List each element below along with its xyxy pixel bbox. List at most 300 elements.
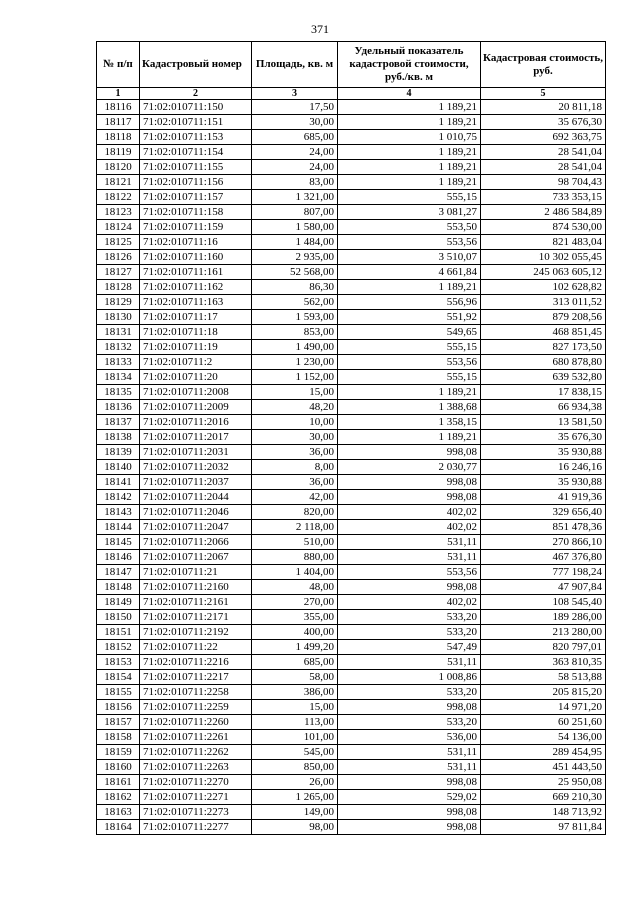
cadastral-number-cell: 71:02:010711:2044	[140, 490, 252, 505]
cadastral-number-cell: 71:02:010711:162	[140, 280, 252, 295]
unit-value-cell: 998,08	[338, 490, 481, 505]
cadastral-number-cell: 71:02:010711:2017	[140, 430, 252, 445]
cadastral-value-cell: 20 811,18	[481, 100, 606, 115]
area-cell: 30,00	[252, 430, 338, 445]
area-cell: 355,00	[252, 610, 338, 625]
area-cell: 17,50	[252, 100, 338, 115]
area-cell: 2 118,00	[252, 520, 338, 535]
unit-value-cell: 533,20	[338, 610, 481, 625]
unit-value-cell: 555,15	[338, 190, 481, 205]
table-row	[97, 685, 606, 700]
unit-value-cell: 531,11	[338, 550, 481, 565]
cadastral-value-table	[96, 41, 606, 835]
row-number-cell: 18118	[97, 130, 140, 145]
table-row	[97, 430, 606, 445]
row-number-cell: 18160	[97, 760, 140, 775]
cadastral-value-cell: 35 676,30	[481, 430, 606, 445]
unit-value-cell: 536,00	[338, 730, 481, 745]
unit-value-cell: 547,49	[338, 640, 481, 655]
cadastral-number-cell: 71:02:010711:2260	[140, 715, 252, 730]
cadastral-value-cell: 47 907,84	[481, 580, 606, 595]
area-cell: 807,00	[252, 205, 338, 220]
row-number-cell: 18132	[97, 340, 140, 355]
row-number-cell: 18152	[97, 640, 140, 655]
cadastral-number-cell: 71:02:010711:159	[140, 220, 252, 235]
cadastral-number-cell: 71:02:010711:2192	[140, 625, 252, 640]
cadastral-number-cell: 71:02:010711:2009	[140, 400, 252, 415]
table-row	[97, 520, 606, 535]
row-number-cell: 18126	[97, 250, 140, 265]
row-number-cell: 18155	[97, 685, 140, 700]
unit-value-cell: 531,11	[338, 745, 481, 760]
table-row	[97, 595, 606, 610]
table-row	[97, 790, 606, 805]
cadastral-value-cell: 28 541,04	[481, 160, 606, 175]
cadastral-value-cell: 98 704,43	[481, 175, 606, 190]
area-cell: 10,00	[252, 415, 338, 430]
cadastral-value-cell: 54 136,00	[481, 730, 606, 745]
area-cell: 510,00	[252, 535, 338, 550]
cadastral-value-cell: 313 011,52	[481, 295, 606, 310]
row-number-cell: 18133	[97, 355, 140, 370]
table-row	[97, 220, 606, 235]
area-cell: 24,00	[252, 160, 338, 175]
unit-value-cell: 553,50	[338, 220, 481, 235]
unit-value-cell: 998,08	[338, 475, 481, 490]
unit-value-cell: 1 189,21	[338, 280, 481, 295]
unit-value-cell: 998,08	[338, 700, 481, 715]
row-number-cell: 18129	[97, 295, 140, 310]
column-number: 3	[252, 88, 338, 100]
cadastral-number-cell: 71:02:010711:2066	[140, 535, 252, 550]
cadastral-number-cell: 71:02:010711:2037	[140, 475, 252, 490]
table-row	[97, 550, 606, 565]
cadastral-value-cell: 41 919,36	[481, 490, 606, 505]
cadastral-value-cell: 451 443,50	[481, 760, 606, 775]
row-number-cell: 18158	[97, 730, 140, 745]
area-cell: 149,00	[252, 805, 338, 820]
table-row	[97, 400, 606, 415]
table-row	[97, 310, 606, 325]
unit-value-cell: 531,11	[338, 535, 481, 550]
area-cell: 1 321,00	[252, 190, 338, 205]
table-row	[97, 175, 606, 190]
cadastral-value-cell: 148 713,92	[481, 805, 606, 820]
cadastral-value-cell: 827 173,50	[481, 340, 606, 355]
row-number-cell: 18123	[97, 205, 140, 220]
cadastral-number-cell: 71:02:010711:2067	[140, 550, 252, 565]
cadastral-value-cell: 245 063 605,12	[481, 265, 606, 280]
cadastral-number-cell: 71:02:010711:155	[140, 160, 252, 175]
unit-value-cell: 533,20	[338, 685, 481, 700]
cadastral-number-cell: 71:02:010711:2217	[140, 670, 252, 685]
row-number-cell: 18164	[97, 820, 140, 835]
cadastral-value-cell: 639 532,80	[481, 370, 606, 385]
unit-value-cell: 998,08	[338, 580, 481, 595]
cadastral-number-cell: 71:02:010711:16	[140, 235, 252, 250]
row-number-cell: 18138	[97, 430, 140, 445]
unit-value-cell: 4 661,84	[338, 265, 481, 280]
table-row	[97, 565, 606, 580]
cadastral-number-cell: 71:02:010711:2270	[140, 775, 252, 790]
unit-value-cell: 549,65	[338, 325, 481, 340]
table-row	[97, 580, 606, 595]
cadastral-number-cell: 71:02:010711:2161	[140, 595, 252, 610]
column-number: 1	[97, 88, 140, 100]
row-number-cell: 18144	[97, 520, 140, 535]
area-cell: 853,00	[252, 325, 338, 340]
table-row	[97, 295, 606, 310]
table-row	[97, 280, 606, 295]
unit-value-cell: 553,56	[338, 355, 481, 370]
area-cell: 880,00	[252, 550, 338, 565]
row-number-cell: 18139	[97, 445, 140, 460]
table-row	[97, 130, 606, 145]
cadastral-value-cell: 205 815,20	[481, 685, 606, 700]
cadastral-value-cell: 289 454,95	[481, 745, 606, 760]
unit-value-cell: 551,92	[338, 310, 481, 325]
column-number: 4	[338, 88, 481, 100]
area-cell: 400,00	[252, 625, 338, 640]
unit-value-cell: 533,20	[338, 715, 481, 730]
table-row	[97, 250, 606, 265]
header-area: Площадь, кв. м	[252, 42, 338, 88]
table-row	[97, 325, 606, 340]
row-number-cell: 18148	[97, 580, 140, 595]
unit-value-cell: 1 189,21	[338, 430, 481, 445]
header-cadastral-value: Кадастровая стоимость, руб.	[481, 42, 606, 88]
table-row	[97, 115, 606, 130]
cadastral-value-cell: 17 838,15	[481, 385, 606, 400]
cadastral-value-cell: 692 363,75	[481, 130, 606, 145]
unit-value-cell: 533,20	[338, 625, 481, 640]
cadastral-number-cell: 71:02:010711:20	[140, 370, 252, 385]
unit-value-cell: 402,02	[338, 520, 481, 535]
cadastral-value-cell: 467 376,80	[481, 550, 606, 565]
area-cell: 685,00	[252, 130, 338, 145]
table-row	[97, 805, 606, 820]
unit-value-cell: 998,08	[338, 775, 481, 790]
area-cell: 30,00	[252, 115, 338, 130]
table-header-row	[97, 42, 606, 88]
row-number-cell: 18134	[97, 370, 140, 385]
row-number-cell: 18122	[97, 190, 140, 205]
row-number-cell: 18141	[97, 475, 140, 490]
row-number-cell: 18121	[97, 175, 140, 190]
cadastral-value-cell: 108 545,40	[481, 595, 606, 610]
row-number-cell: 18117	[97, 115, 140, 130]
cadastral-number-cell: 71:02:010711:157	[140, 190, 252, 205]
cadastral-value-cell: 733 353,15	[481, 190, 606, 205]
cadastral-value-cell: 851 478,36	[481, 520, 606, 535]
row-number-cell: 18156	[97, 700, 140, 715]
cadastral-number-cell: 71:02:010711:2271	[140, 790, 252, 805]
table-row	[97, 745, 606, 760]
area-cell: 86,30	[252, 280, 338, 295]
table-row	[97, 505, 606, 520]
row-number-cell: 18147	[97, 565, 140, 580]
cadastral-value-cell: 821 483,04	[481, 235, 606, 250]
cadastral-value-cell: 777 198,24	[481, 565, 606, 580]
table-row	[97, 475, 606, 490]
cadastral-number-cell: 71:02:010711:2008	[140, 385, 252, 400]
area-cell: 36,00	[252, 445, 338, 460]
row-number-cell: 18159	[97, 745, 140, 760]
cadastral-number-cell: 71:02:010711:153	[140, 130, 252, 145]
area-cell: 48,00	[252, 580, 338, 595]
area-cell: 1 499,20	[252, 640, 338, 655]
row-number-cell: 18125	[97, 235, 140, 250]
row-number-cell: 18150	[97, 610, 140, 625]
cadastral-value-cell: 874 530,00	[481, 220, 606, 235]
header-unit-value: Удельный показатель кадастровой стоимости, руб./кв. м	[338, 42, 481, 88]
table-row	[97, 340, 606, 355]
area-cell: 1 404,00	[252, 565, 338, 580]
row-number-cell: 18130	[97, 310, 140, 325]
area-cell: 1 580,00	[252, 220, 338, 235]
area-cell: 1 593,00	[252, 310, 338, 325]
area-cell: 386,00	[252, 685, 338, 700]
table-row	[97, 385, 606, 400]
cadastral-value-cell: 329 656,40	[481, 505, 606, 520]
row-number-cell: 18136	[97, 400, 140, 415]
row-number-cell: 18131	[97, 325, 140, 340]
row-number-cell: 18128	[97, 280, 140, 295]
unit-value-cell: 1 189,21	[338, 175, 481, 190]
table-row	[97, 625, 606, 640]
table-row	[97, 145, 606, 160]
cadastral-number-cell: 71:02:010711:158	[140, 205, 252, 220]
unit-value-cell: 553,56	[338, 565, 481, 580]
cadastral-value-cell: 189 286,00	[481, 610, 606, 625]
unit-value-cell: 2 030,77	[338, 460, 481, 475]
cadastral-number-cell: 71:02:010711:161	[140, 265, 252, 280]
row-number-cell: 18116	[97, 100, 140, 115]
cadastral-value-cell: 2 486 584,89	[481, 205, 606, 220]
area-cell: 850,00	[252, 760, 338, 775]
table-row	[97, 460, 606, 475]
unit-value-cell: 998,08	[338, 820, 481, 835]
table-body	[97, 100, 606, 835]
cadastral-number-cell: 71:02:010711:2046	[140, 505, 252, 520]
cadastral-number-cell: 71:02:010711:163	[140, 295, 252, 310]
cadastral-number-cell: 71:02:010711:22	[140, 640, 252, 655]
table-row	[97, 160, 606, 175]
area-cell: 15,00	[252, 385, 338, 400]
cadastral-number-cell: 71:02:010711:21	[140, 565, 252, 580]
unit-value-cell: 1 189,21	[338, 115, 481, 130]
cadastral-number-cell: 71:02:010711:2262	[140, 745, 252, 760]
cadastral-number-cell: 71:02:010711:2261	[140, 730, 252, 745]
area-cell: 26,00	[252, 775, 338, 790]
table-row	[97, 820, 606, 835]
unit-value-cell: 3 081,27	[338, 205, 481, 220]
row-number-cell: 18149	[97, 595, 140, 610]
cadastral-value-cell: 97 811,84	[481, 820, 606, 835]
area-cell: 545,00	[252, 745, 338, 760]
row-number-cell: 18119	[97, 145, 140, 160]
row-number-cell: 18154	[97, 670, 140, 685]
area-cell: 48,20	[252, 400, 338, 415]
page-number: 371	[311, 22, 329, 36]
cadastral-number-cell: 71:02:010711:18	[140, 325, 252, 340]
cadastral-value-cell: 25 950,08	[481, 775, 606, 790]
table-row	[97, 535, 606, 550]
cadastral-value-cell: 820 797,01	[481, 640, 606, 655]
area-cell: 101,00	[252, 730, 338, 745]
unit-value-cell: 553,56	[338, 235, 481, 250]
cadastral-number-cell: 71:02:010711:2031	[140, 445, 252, 460]
area-cell: 562,00	[252, 295, 338, 310]
unit-value-cell: 1 008,86	[338, 670, 481, 685]
area-cell: 98,00	[252, 820, 338, 835]
table-row	[97, 235, 606, 250]
cadastral-number-cell: 71:02:010711:2160	[140, 580, 252, 595]
area-cell: 685,00	[252, 655, 338, 670]
table-row	[97, 775, 606, 790]
cadastral-value-cell: 669 210,30	[481, 790, 606, 805]
cadastral-value-cell: 363 810,35	[481, 655, 606, 670]
cadastral-number-cell: 71:02:010711:19	[140, 340, 252, 355]
unit-value-cell: 3 510,07	[338, 250, 481, 265]
table-row	[97, 670, 606, 685]
table-row	[97, 610, 606, 625]
area-cell: 24,00	[252, 145, 338, 160]
cadastral-number-cell: 71:02:010711:150	[140, 100, 252, 115]
cadastral-number-cell: 71:02:010711:17	[140, 310, 252, 325]
cadastral-number-cell: 71:02:010711:2277	[140, 820, 252, 835]
header-row-number: № п/п	[97, 42, 140, 88]
row-number-cell: 18124	[97, 220, 140, 235]
table-row	[97, 355, 606, 370]
unit-value-cell: 1 189,21	[338, 145, 481, 160]
column-number-row	[97, 88, 606, 100]
area-cell: 42,00	[252, 490, 338, 505]
row-number-cell: 18161	[97, 775, 140, 790]
cadastral-number-cell: 71:02:010711:2273	[140, 805, 252, 820]
unit-value-cell: 998,08	[338, 445, 481, 460]
table-row	[97, 265, 606, 280]
cadastral-number-cell: 71:02:010711:2216	[140, 655, 252, 670]
cadastral-value-cell: 468 851,45	[481, 325, 606, 340]
unit-value-cell: 531,11	[338, 655, 481, 670]
row-number-cell: 18140	[97, 460, 140, 475]
area-cell: 1 490,00	[252, 340, 338, 355]
area-cell: 36,00	[252, 475, 338, 490]
cadastral-value-cell: 28 541,04	[481, 145, 606, 160]
area-cell: 113,00	[252, 715, 338, 730]
cadastral-value-cell: 58 513,88	[481, 670, 606, 685]
cadastral-value-cell: 680 878,80	[481, 355, 606, 370]
row-number-cell: 18142	[97, 490, 140, 505]
table-row	[97, 760, 606, 775]
row-number-cell: 18163	[97, 805, 140, 820]
cadastral-value-cell: 102 628,82	[481, 280, 606, 295]
column-number: 2	[140, 88, 252, 100]
unit-value-cell: 1 189,21	[338, 160, 481, 175]
table-row	[97, 445, 606, 460]
cadastral-value-cell: 213 280,00	[481, 625, 606, 640]
cadastral-number-cell: 71:02:010711:2032	[140, 460, 252, 475]
area-cell: 270,00	[252, 595, 338, 610]
table-row	[97, 715, 606, 730]
unit-value-cell: 998,08	[338, 805, 481, 820]
row-number-cell: 18151	[97, 625, 140, 640]
row-number-cell: 18120	[97, 160, 140, 175]
cadastral-value-cell: 35 930,88	[481, 475, 606, 490]
cadastral-value-cell: 35 676,30	[481, 115, 606, 130]
row-number-cell: 18146	[97, 550, 140, 565]
cadastral-number-cell: 71:02:010711:2259	[140, 700, 252, 715]
unit-value-cell: 402,02	[338, 595, 481, 610]
table-row	[97, 190, 606, 205]
cadastral-value-cell: 10 302 055,45	[481, 250, 606, 265]
cadastral-value-cell: 270 866,10	[481, 535, 606, 550]
row-number-cell: 18137	[97, 415, 140, 430]
unit-value-cell: 555,15	[338, 340, 481, 355]
area-cell: 1 152,00	[252, 370, 338, 385]
cadastral-number-cell: 71:02:010711:156	[140, 175, 252, 190]
cadastral-number-cell: 71:02:010711:160	[140, 250, 252, 265]
cadastral-value-cell: 879 208,56	[481, 310, 606, 325]
column-number: 5	[481, 88, 606, 100]
cadastral-value-cell: 35 930,88	[481, 445, 606, 460]
cadastral-value-cell: 16 246,16	[481, 460, 606, 475]
area-cell: 2 935,00	[252, 250, 338, 265]
area-cell: 820,00	[252, 505, 338, 520]
cadastral-number-cell: 71:02:010711:2	[140, 355, 252, 370]
area-cell: 52 568,00	[252, 265, 338, 280]
unit-value-cell: 529,02	[338, 790, 481, 805]
unit-value-cell: 1 010,75	[338, 130, 481, 145]
cadastral-number-cell: 71:02:010711:2263	[140, 760, 252, 775]
unit-value-cell: 555,15	[338, 370, 481, 385]
unit-value-cell: 1 189,21	[338, 385, 481, 400]
unit-value-cell: 1 358,15	[338, 415, 481, 430]
area-cell: 8,00	[252, 460, 338, 475]
area-cell: 83,00	[252, 175, 338, 190]
cadastral-value-cell: 66 934,38	[481, 400, 606, 415]
table-row	[97, 655, 606, 670]
unit-value-cell: 402,02	[338, 505, 481, 520]
row-number-cell: 18153	[97, 655, 140, 670]
row-number-cell: 18157	[97, 715, 140, 730]
header-cadastral-number: Кадастровый номер	[140, 42, 252, 88]
row-number-cell: 18162	[97, 790, 140, 805]
cadastral-number-cell: 71:02:010711:2258	[140, 685, 252, 700]
area-cell: 1 230,00	[252, 355, 338, 370]
cadastral-value-cell: 60 251,60	[481, 715, 606, 730]
unit-value-cell: 556,96	[338, 295, 481, 310]
unit-value-cell: 1 388,68	[338, 400, 481, 415]
cadastral-number-cell: 71:02:010711:2171	[140, 610, 252, 625]
table-row	[97, 700, 606, 715]
area-cell: 1 265,00	[252, 790, 338, 805]
cadastral-number-cell: 71:02:010711:2047	[140, 520, 252, 535]
unit-value-cell: 531,11	[338, 760, 481, 775]
cadastral-value-cell: 13 581,50	[481, 415, 606, 430]
table-row	[97, 205, 606, 220]
table-row	[97, 640, 606, 655]
cadastral-number-cell: 71:02:010711:2016	[140, 415, 252, 430]
row-number-cell: 18127	[97, 265, 140, 280]
table-row	[97, 490, 606, 505]
row-number-cell: 18143	[97, 505, 140, 520]
unit-value-cell: 1 189,21	[338, 100, 481, 115]
area-cell: 1 484,00	[252, 235, 338, 250]
cadastral-value-cell: 14 971,20	[481, 700, 606, 715]
table-row	[97, 730, 606, 745]
